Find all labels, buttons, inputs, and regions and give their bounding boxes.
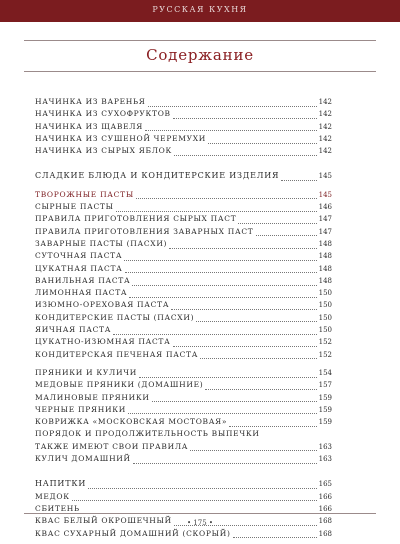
toc-entry-label: НАЧИНКА ИЗ ЩАВЕЛЯ: [35, 121, 144, 131]
dot-leader: [173, 346, 317, 347]
toc-entry-label: ТВОРОЖНЫЕ ПАСТЫ: [35, 189, 134, 199]
toc-entry: [35, 350, 332, 362]
toc-entry-label: ЯИЧНАЯ ПАСТА: [35, 325, 112, 335]
dot-leader: [174, 155, 317, 156]
toc-entry-page: 159: [318, 405, 332, 414]
toc-entry-page: 142: [318, 122, 332, 131]
toc-entry-label: МЕДОК: [35, 491, 70, 501]
toc-entry-label: НАЧИНКА ИЗ СУХОФРУКТОВ: [35, 109, 171, 119]
toc-entry-label: СУТОЧНАЯ ПАСТА: [35, 251, 123, 261]
spacer: [35, 466, 332, 475]
toc-entry-label: КВАС СУХАРНЫЙ ДОМАШНИЙ (СКОРЫЙ): [35, 528, 231, 538]
toc-entry-label: СБИТЕНЬ: [35, 503, 80, 513]
dot-leader: [208, 143, 317, 144]
toc-subsection-heading: [35, 190, 332, 202]
dot-leader: [281, 180, 316, 181]
toc-entry-label: НАЧИНКА ИЗ СЫРЫХ ЯБЛОК: [35, 146, 173, 156]
toc-entry: [35, 393, 332, 405]
dot-leader: [200, 358, 317, 359]
toc-entry-page: 168: [318, 529, 332, 538]
toc-entry: [35, 417, 332, 429]
dot-leader: [196, 321, 316, 322]
dot-leader: [173, 118, 317, 119]
dot-leader: [205, 389, 316, 390]
header-band: [0, 0, 400, 22]
toc-entry: [35, 134, 332, 146]
toc-entry-page: 165: [318, 480, 332, 489]
page-number: • 175 •: [186, 519, 214, 527]
toc-entry-label: ВАНИЛЬНАЯ ПАСТА: [35, 275, 131, 285]
toc-entry-label: ТАКЖЕ ИМЕЮТ СВОИ ПРАВИЛА: [35, 441, 189, 451]
toc-entry-label: НАЧИНКА ИЗ ВАРЕНЬЯ: [35, 97, 146, 106]
toc-entry: [35, 529, 332, 541]
toc-entry-page: 150: [318, 289, 332, 298]
dot-leader: [133, 463, 317, 464]
toc-entry-page: 148: [318, 252, 332, 261]
dot-leader: [171, 309, 316, 310]
toc-entry-label: ЦУКАТНАЯ ПАСТА: [35, 263, 123, 273]
toc-entry-label: НАЧИНКА ИЗ СУШЕНОЙ ЧЕРЕМУХИ: [35, 133, 207, 143]
toc-entry: [35, 122, 332, 134]
toc-entry: [35, 405, 332, 417]
toc-entry-label: НАПИТКИ: [35, 479, 87, 489]
toc-entry: [35, 146, 332, 158]
dot-leader: [113, 334, 317, 335]
toc-entry-page: 150: [318, 301, 332, 310]
toc-entry-label: ЦУКАТНО-ИЗЮМНАЯ ПАСТА: [35, 337, 171, 347]
dot-leader: [169, 248, 316, 249]
toc-entry-label: ЗАВАРНЫЕ ПАСТЫ (ПАСХИ): [35, 238, 168, 248]
dot-leader: [139, 377, 317, 378]
toc-entry-page: 166: [318, 492, 332, 501]
toc-entry-page: 168: [318, 517, 332, 526]
toc-entry-page: 154: [318, 368, 332, 377]
dot-leader: [116, 211, 317, 212]
toc-entry-label: ЛИМОННАЯ ПАСТА: [35, 288, 128, 298]
dot-leader: [256, 235, 317, 236]
running-head: РУССКАЯ КУХНЯ: [152, 5, 248, 14]
toc-entry: [35, 97, 332, 109]
toc-entry-page: 157: [318, 381, 332, 390]
toc-entry: [35, 202, 332, 214]
toc-entry: [35, 504, 332, 516]
toc-entry: [35, 239, 332, 251]
dot-leader: [152, 401, 317, 402]
toc-entry: [35, 380, 332, 392]
toc-entry-page: 166: [318, 504, 332, 513]
toc-section-heading: [35, 171, 332, 183]
table-of-contents: [35, 97, 332, 541]
toc-entry: [35, 442, 332, 454]
dot-leader: [148, 106, 317, 107]
toc-entry-label: ИЗЮМНО-ОРЕХОВАЯ ПАСТА: [35, 300, 170, 310]
toc-entry: [35, 251, 332, 263]
toc-entry-label: КОНДИТЕРСКАЯ ПЕЧЕНАЯ ПАСТА: [35, 349, 199, 359]
title-rule-top: [24, 40, 376, 41]
toc-entry: [35, 288, 332, 300]
toc-entry-label: ПРЯНИКИ И КУЛИЧИ: [35, 367, 137, 377]
toc-entry-page: 146: [318, 203, 332, 212]
toc-entry-page: 148: [318, 276, 332, 285]
toc-entry-page: 159: [318, 393, 332, 402]
toc-entry-label: МЕДОВЫЕ ПРЯНИКИ (ДОМАШНИЕ): [35, 380, 204, 390]
toc-entry-page: 142: [318, 147, 332, 156]
toc-entry-page: 148: [318, 264, 332, 273]
toc-entry-page: 150: [318, 326, 332, 335]
toc-entry-label: КВАС БЕЛЫЙ ОКРОШЕЧНЫЙ: [35, 516, 172, 526]
dot-leader: [72, 500, 317, 501]
toc-entry-page: 150: [318, 313, 332, 322]
toc-entry-page: 163: [318, 442, 332, 451]
dot-leader: [128, 413, 317, 414]
toc-entry-page: 152: [318, 350, 332, 359]
toc-entry: [35, 109, 332, 121]
toc-entry-label: ЧЕРНЫЕ ПРЯНИКИ: [35, 404, 126, 414]
spacer: [35, 158, 332, 167]
toc-entry: [35, 368, 332, 380]
dot-leader: [233, 537, 317, 538]
toc-entry-label: ПРАВИЛА ПРИГОТОВЛЕНИЯ ЗАВАРНЫХ ПАСТ: [35, 226, 254, 236]
toc-entry-label: МАЛИНОВЫЕ ПРЯНИКИ: [35, 392, 150, 402]
toc-entry-label: ПОРЯДОК И ПРОДОЛЖИТЕЛЬНОСТЬ ВЫПЕЧКИ: [35, 429, 260, 439]
dot-leader: [129, 297, 316, 298]
dot-leader: [190, 450, 316, 451]
toc-entry: [35, 276, 332, 288]
toc-entry-page: 145: [318, 172, 332, 181]
toc-entry-label: КОНДИТЕРСКИЕ ПАСТЫ (ПАСХИ): [35, 312, 195, 322]
toc-entry-page: 145: [318, 190, 332, 199]
toc-entry-page: 163: [318, 455, 332, 464]
toc-entry-page: 148: [318, 239, 332, 248]
footer-rule: [24, 513, 376, 514]
toc-entry-page: 142: [318, 98, 332, 106]
toc-entry: [35, 264, 332, 276]
dot-leader: [125, 272, 317, 273]
toc-entry-page: 159: [318, 418, 332, 427]
dot-leader: [136, 198, 317, 199]
toc-section-heading: [35, 479, 332, 491]
toc-entry: [35, 325, 332, 337]
toc-entry-label: КОВРИЖКА «МОСКОВСКАЯ МОСТОВАЯ»: [35, 417, 228, 427]
toc-entry: [35, 313, 332, 325]
toc-entry-label: СЫРНЫЕ ПАСТЫ: [35, 202, 114, 212]
toc-entry-label: КУЛИЧ ДОМАШНИЙ: [35, 454, 131, 464]
toc-entry: [35, 337, 332, 349]
toc-entry: [35, 429, 332, 441]
dot-leader: [229, 426, 316, 427]
title-rule-bottom: [24, 71, 376, 72]
toc-entry-label: СЛАДКИЕ БЛЮДА И КОНДИТЕРСКИЕ ИЗДЕЛИЯ: [35, 171, 280, 181]
toc-entry-page: 142: [318, 134, 332, 143]
toc-entry-page: 152: [318, 338, 332, 347]
dot-leader: [145, 130, 317, 131]
page-title: Содержание: [146, 46, 254, 64]
toc-entry: [35, 300, 332, 312]
toc-entry-page: 147: [318, 215, 332, 224]
toc-entry-label: ПРАВИЛА ПРИГОТОВЛЕНИЯ СЫРЫХ ПАСТ: [35, 214, 237, 224]
dot-leader: [88, 488, 317, 489]
dot-leader: [124, 260, 316, 261]
dot-leader: [132, 285, 316, 286]
toc-entry: [35, 214, 332, 226]
toc-entry-page: 147: [318, 227, 332, 236]
toc-entry: [35, 492, 332, 504]
dot-leader: [238, 223, 316, 224]
toc-entry: [35, 454, 332, 466]
toc-entry: [35, 227, 332, 239]
toc-entry-page: 142: [318, 110, 332, 119]
